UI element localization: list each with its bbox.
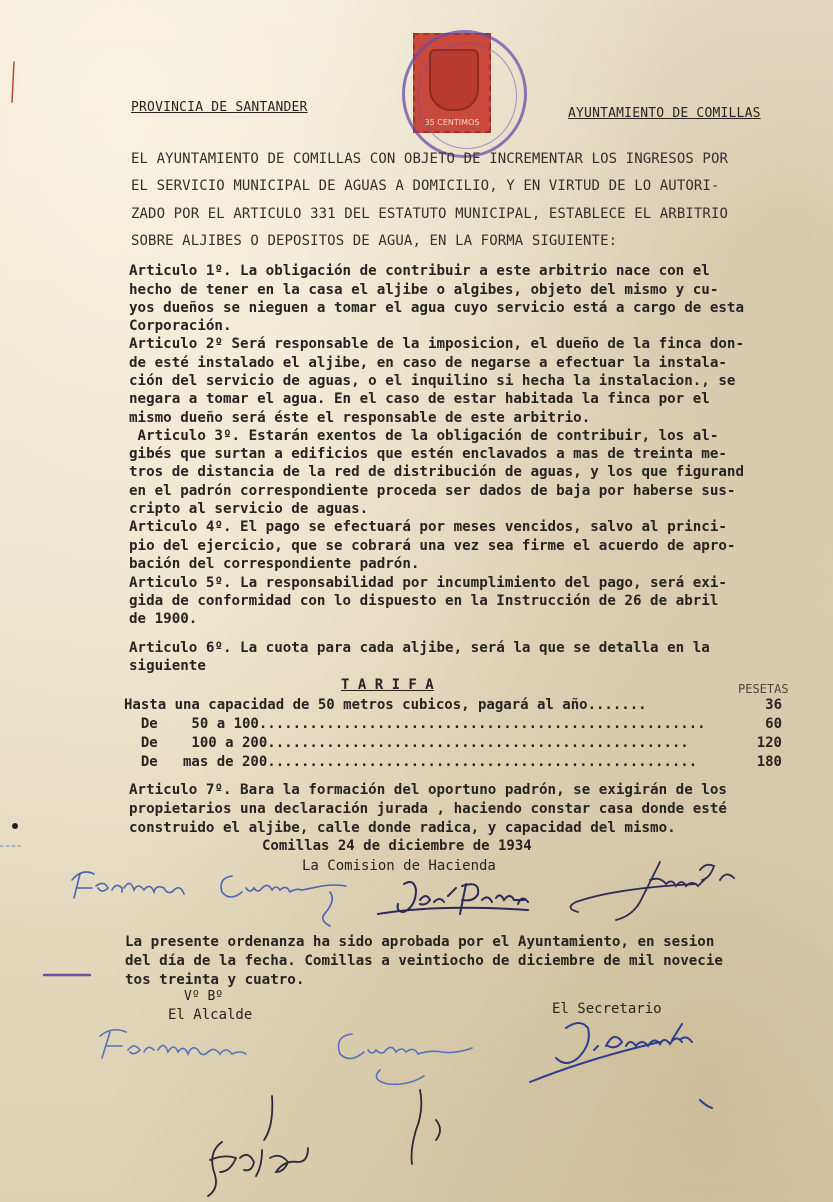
article-line: yos dueños se nieguen a tomar el agua cuyo servicio está a cargo de esta — [129, 300, 744, 316]
tarifa-row-label: Hasta una capacidad de 50 metros cubicos, pagará al año....... — [124, 697, 647, 713]
signature-manuel — [570, 862, 734, 920]
tarifa-title: T A R I F A — [341, 677, 434, 693]
secretario-label: El Secretario — [552, 1001, 662, 1017]
signature-bottom — [208, 1090, 440, 1196]
tarifa-row-label: De mas de 200................................................... — [124, 754, 698, 770]
article-line: bación del correspondiente padrón. — [129, 556, 420, 572]
article-line: siguiente — [129, 658, 206, 674]
article-line: cripto al servicio de aguas. — [129, 501, 369, 517]
article-line: tros de distancia de la red de distribución de aguas, y los que figurand — [129, 464, 744, 480]
date-line: Comillas 24 de diciembre de 1934 — [262, 838, 532, 854]
tarifa-row-label: De 50 a 100..................................................... — [124, 716, 706, 732]
signature-jose-perez — [378, 882, 528, 914]
tarifa-row-amount: 60 — [765, 716, 782, 732]
signature-secretary — [530, 1023, 712, 1108]
article-line: pio del ejercicio, que se cobrará una vez sea firme el acuerdo de apro- — [129, 538, 736, 554]
signature-fernando-top — [72, 872, 346, 926]
article-line: gibés que surtan a edificios que estén enclavados a mas de treinta me- — [129, 446, 727, 462]
article-line: ción del servicio de aguas, o el inquilino si hecha la instalacion., se — [129, 373, 736, 389]
article-line: hecho de tener en la casa el aljibe o algibes, objeto del mismo y cu- — [129, 282, 719, 298]
article-line: Articulo 1º. La obligación de contribuir a este arbitrio nace con el — [129, 263, 710, 279]
article7-line: construido el aljibe, calle donde radica, y capacidad del mismo. — [129, 820, 676, 836]
commission-label: La Comision de Hacienda — [302, 858, 496, 874]
article-line: Articulo 5º. La responsabilidad por incumplimiento del pago, será exi- — [129, 575, 727, 591]
province-header: PROVINCIA DE SANTANDER — [131, 100, 308, 115]
intro-line: ZADO POR EL ARTICULO 331 DEL ESTATUTO MUNICIPAL, ESTABLECE EL ARBITRIO — [131, 206, 729, 222]
intro-line: EL AYUNTAMIENTO DE COMILLAS CON OBJETO DE INCREMENTAR LOS INGRESOS POR — [131, 151, 729, 167]
article-line: Articulo 3º. Estarán exentos de la obligación de contribuir, los al- — [129, 428, 719, 444]
article-line: Articulo 4º. El pago se efectuará por meses vencidos, salvo al princi- — [129, 519, 727, 535]
intro-line: EL SERVICIO MUNICIPAL DE AGUAS A DOMICILIO, Y EN VIRTUD DE LO AUTORI- — [131, 178, 720, 194]
signature-fernando-bottom — [100, 1030, 472, 1085]
article-line: Articulo 6º. La cuota para cada aljibe, será la que se detalla en la — [129, 640, 710, 656]
article-line: mismo dueño será éste el responsable de este arbitrio. — [129, 410, 591, 426]
currency-header: PESETAS — [738, 682, 789, 696]
tarifa-row-label: De 100 a 200.................................................. — [124, 735, 689, 751]
article7-line: Articulo 7º. Bara la formación del oportuno padrón, se exigirán de los — [129, 782, 727, 798]
article-line: gida de conformidad con lo dispuesto en la Instrucción de 26 de abril — [129, 593, 719, 609]
stray-marks — [0, 62, 90, 975]
approval-line: tos treinta y cuatro. — [125, 972, 305, 988]
intro-line: SOBRE ALJIBES O DEPOSITOS DE AGUA, EN LA FORMA SIGUIENTE: — [131, 233, 618, 249]
tarifa-row-amount: 180 — [756, 754, 782, 770]
municipality-header: AYUNTAMIENTO DE COMILLAS — [568, 106, 761, 121]
approval-line: del día de la fecha. Comillas a veintiocho de diciembre de mil novecie — [125, 953, 723, 969]
article-line: Articulo 2º Será responsable de la imposicion, el dueño de la finca don- — [129, 336, 744, 352]
article-line: Corporación. — [129, 318, 232, 334]
article-line: en el padrón correspondiente proceda ser dados de baja por haberse sus- — [129, 483, 736, 499]
approval-line: La presente ordenanza ha sido aprobada por el Ayuntamiento, en sesion — [125, 934, 715, 950]
article-line: de 1900. — [129, 611, 198, 627]
article7-line: propietarios una declaración jurada , haciendo constar casa donde esté — [129, 801, 727, 817]
stamp-value: 35 CENTIMOS — [424, 118, 480, 127]
article-line: de esté instalado el aljibe, en caso de negarse a efectuar la instala- — [129, 355, 727, 371]
tarifa-row-amount: 36 — [765, 697, 782, 713]
alcalde-label: El Alcalde — [168, 1007, 253, 1023]
article-line: negara a tomar el agua. En el caso de estar habitada la finca por el — [129, 391, 710, 407]
vobo-label: Vº Bº — [184, 989, 224, 1004]
tarifa-row-amount: 120 — [756, 735, 782, 751]
